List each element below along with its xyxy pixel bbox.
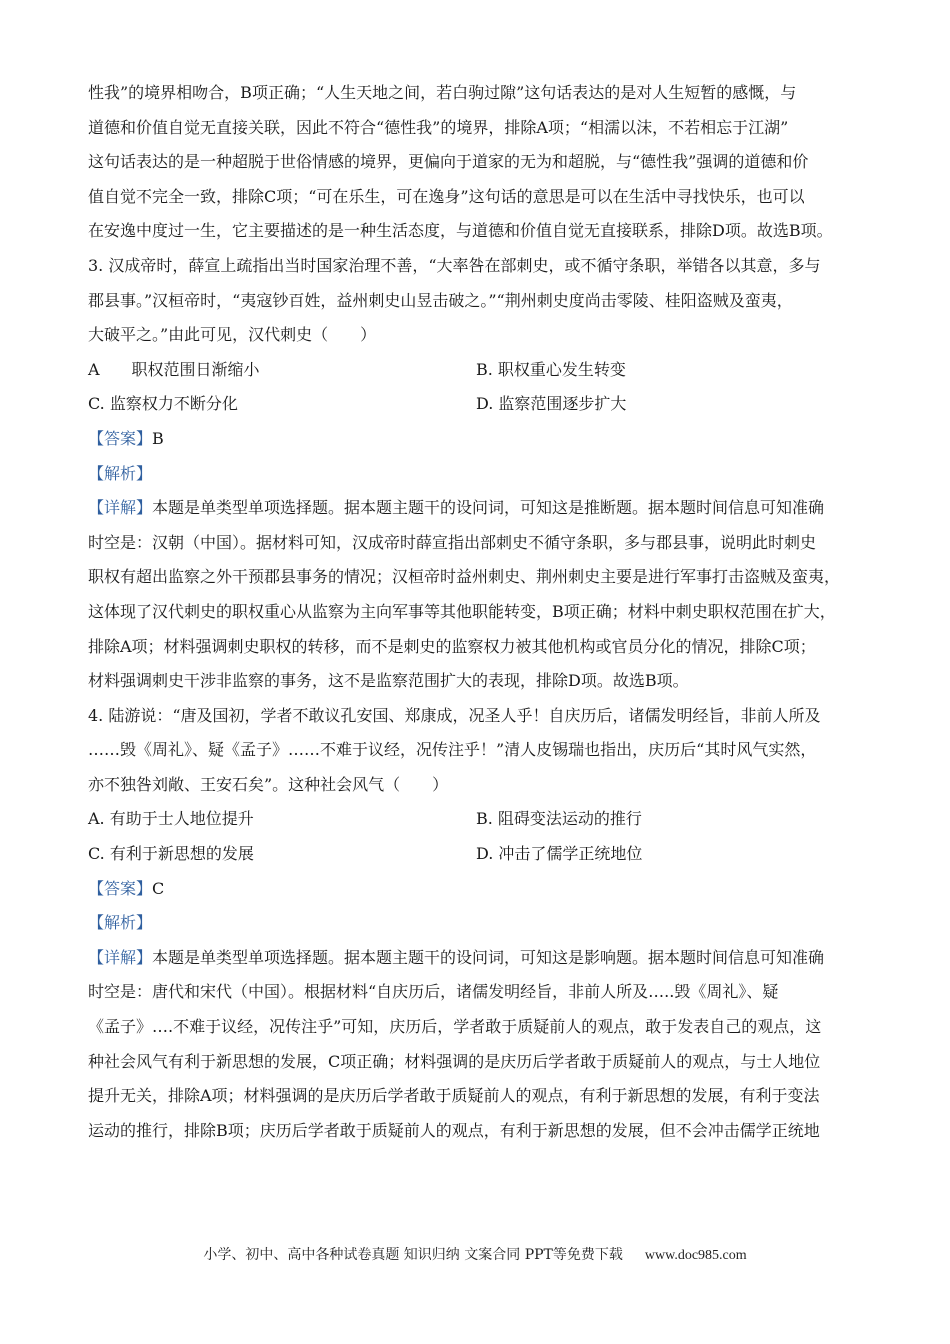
option-a: A. 有助于士人地位提升 xyxy=(88,809,254,829)
option-b: B. 职权重心发生转变 xyxy=(476,359,626,379)
question-stem-line: 郡县事。”汉桓帝时，“夷寇钞百姓，益州刺史山昱击破之。”“荆州刺史度尚击零陵、桂阳盗贼及蛮夷， xyxy=(88,290,793,310)
answer-options xyxy=(88,802,864,871)
option-d: D. 监察范围逐步扩大 xyxy=(476,394,627,414)
question-4 xyxy=(88,699,864,1149)
previous-analysis-continuation xyxy=(88,76,864,249)
answer-tag: 【答案】 xyxy=(88,428,153,448)
detail-line: 种社会风气有利于新思想的发展，C项正确；材料强调的是庆历后学者敢于质疑前人的观点，与士人地位 xyxy=(88,1051,821,1071)
document-body xyxy=(88,76,864,1148)
detail-line: 运动的推行，排除B项；庆历后学者敢于质疑前人的观点，有利于新思想的发展，但不会冲击儒学正统地 xyxy=(88,1120,820,1140)
option-c: C. 有利于新思想的发展 xyxy=(88,844,254,864)
detail-line: 材料强调刺史干涉非监察的事务，这不是监察范围扩大的表现，排除D项。故选B项。 xyxy=(88,671,689,691)
text-line: 性我”的境界相吻合，B项正确；“人生天地之间，若白驹过隙”这句话表达的是对人生短暂的感慨，与 xyxy=(88,83,797,102)
detail-tag: 【详解】 xyxy=(88,947,153,967)
answer-tag: 【答案】 xyxy=(88,878,153,898)
option-c: C. 监察权力不断分化 xyxy=(88,394,238,414)
detail-line: 提升无关，排除A项；材料强调的是庆历后学者敢于质疑前人的观点，有利于新思想的发展，有利于变法 xyxy=(88,1086,820,1106)
page-footer xyxy=(0,1244,950,1264)
detail-tag: 【详解】 xyxy=(88,498,153,518)
option-b: B. 阻碍变法运动的推行 xyxy=(476,809,642,829)
detail-line: 《孟子》….不难于议经，况传注乎”可知，庆历后，学者敢于质疑前人的观点，敢于发表自己的观点，这 xyxy=(88,1017,822,1037)
question-stem-line: ……毁《周礼》、疑《孟子》……不难于议经，况传注乎！”清人皮锡瑞也指出，庆历后“其时风气实然， xyxy=(88,740,817,760)
detail-line: 排除A项；材料强调刺史职权的转移，而不是刺史的监察权力被其他机构或官员分化的情况，排除C项； xyxy=(88,636,816,656)
detail-line xyxy=(88,491,864,526)
detail-text: 本题是单类型单项选择题。据本题主题干的设问词，可知这是影响题。据本题时间信息可知准确 xyxy=(152,947,825,967)
answer-value: B xyxy=(152,428,164,448)
answer-line xyxy=(88,872,864,907)
footer-url[interactable]: www.doc985.com xyxy=(644,1248,747,1263)
option-d: D. 冲击了儒学正统地位 xyxy=(476,844,643,864)
question-stem-line: 大破平之。”由此可见，汉代刺史（ ） xyxy=(88,325,377,345)
detail-text: 本题是单类型单项选择题。据本题主题干的设问词，可知这是推断题。据本题时间信息可知准确 xyxy=(152,498,825,518)
footer-text: 小学、初中、高中各种试卷真题 知识归纳 文案合同 PPT等免费下载 xyxy=(203,1247,623,1263)
analysis-tag: 【解析】 xyxy=(88,463,153,483)
answer-value: C xyxy=(152,878,165,898)
question-stem-line: 3. 汉成帝时，薛宣上疏指出当时国家治理不善，“大率咎在部刺史，或不循守条职，举错各以其意，多与 xyxy=(88,255,821,275)
detail-line: 时空是：汉朝（中国）。据材料可知，汉成帝时薛宣指出部刺史不循守条职，多与郡县事，说明此时刺史 xyxy=(88,532,817,552)
analysis-tag: 【解析】 xyxy=(88,913,153,933)
detail-line xyxy=(88,941,864,976)
question-3 xyxy=(88,249,864,699)
answer-line xyxy=(88,422,864,457)
option-a: A 职权范围日渐缩小 xyxy=(88,359,260,379)
detail-line: 职权有超出监察之外干预郡县事务的情况；汉桓帝时益州刺史、荆州刺史主要是进行军事打击盗贼及蛮夷， xyxy=(88,567,841,587)
text-line: 这句话表达的是一种超脱于世俗情感的境界，更偏向于道家的无为和超脱，与“德性我”强调的道德和价 xyxy=(88,152,809,172)
text-line: 在安逸中度过一生，它主要描述的是一种生活态度，与道德和价值自觉无直接联系，排除D项。故选B项。 xyxy=(88,221,833,241)
detail-line: 时空是：唐代和宋代（中国）。根据材料“自庆历后，诸儒发明经旨，非前人所及…..毁《周礼》、疑 xyxy=(88,982,779,1002)
question-stem-line: 4. 陆游说：“唐及国初，学者不敢议孔安国、郑康成，况圣人乎！自庆历后，诸儒发明经旨，非前人所及 xyxy=(88,705,821,725)
answer-options xyxy=(88,353,864,422)
text-line: 道德和价值自觉无直接关联，因此不符合“德性我”的境界，排除A项；“相濡以沫，不若相忘于江湖” xyxy=(88,117,789,137)
detail-line: 这体现了汉代刺史的职权重心从监察为主向军事等其他职能转变，B项正确；材料中刺史职权范围在扩大， xyxy=(88,601,836,621)
question-stem-line: 亦不独咎刘敞、王安石矣”。这种社会风气（ ） xyxy=(88,774,449,794)
text-line: 值自觉不完全一致，排除C项；“可在乐生，可在逸身”这句话的意思是可以在生活中寻找快乐，也可以 xyxy=(88,186,805,206)
